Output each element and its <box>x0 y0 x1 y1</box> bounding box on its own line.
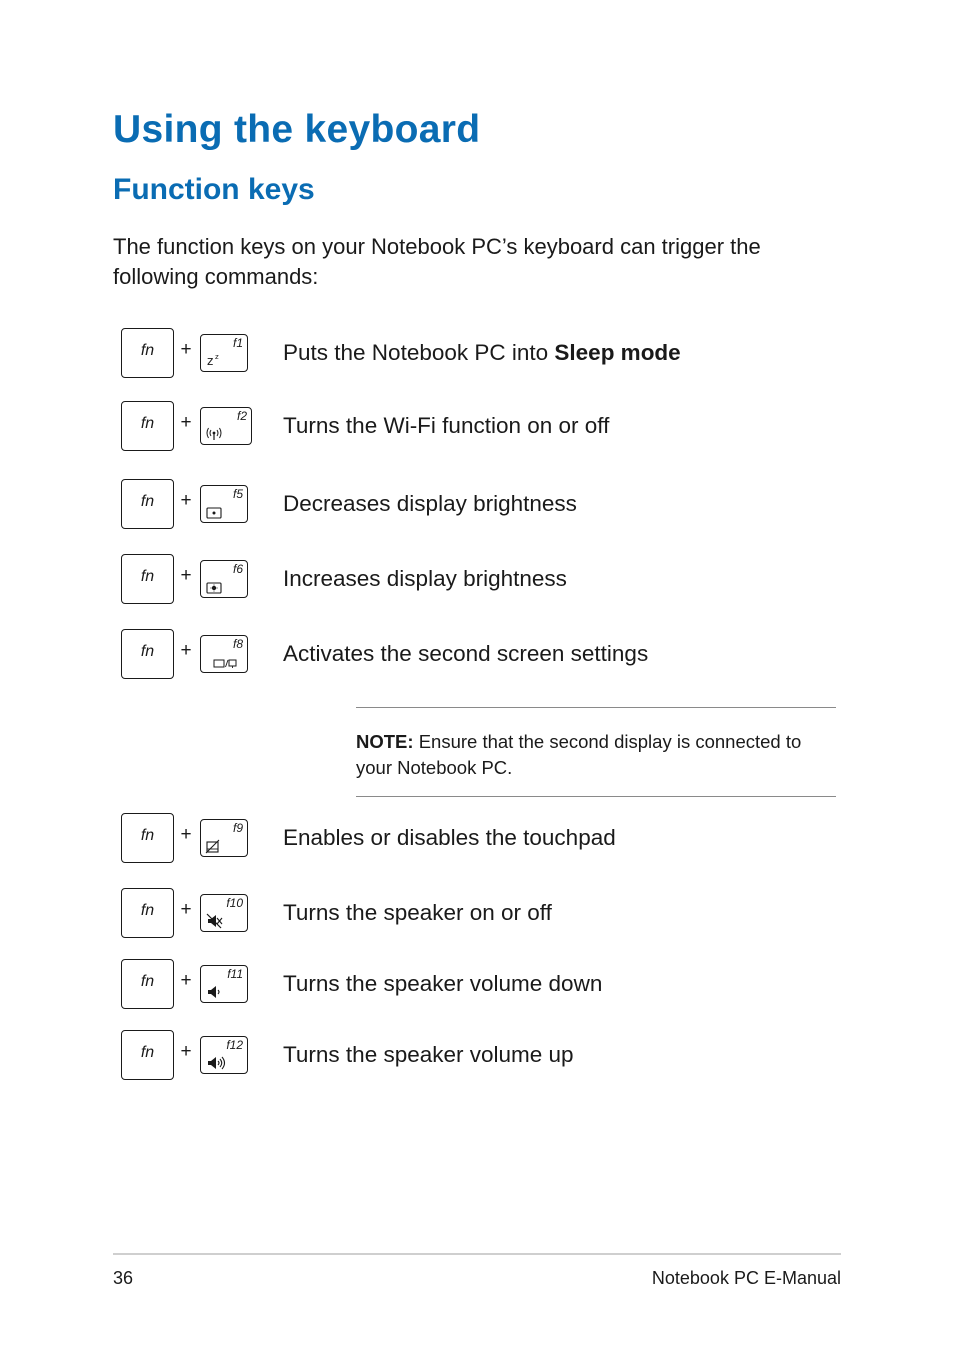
section-heading: Function keys <box>113 173 315 206</box>
function-key-row <box>0 554 954 608</box>
f2-key-label: f2 <box>236 409 247 423</box>
fn-key <box>121 888 174 938</box>
plus-sign: + <box>180 490 192 511</box>
f6-key-label: f6 <box>232 562 243 576</box>
plus-sign: + <box>180 565 192 586</box>
fn-key-label: fn <box>140 568 155 585</box>
function-key-row <box>0 1030 954 1084</box>
f5-description: Decreases display brightness <box>283 491 577 516</box>
f12-key <box>200 1036 248 1074</box>
plus-sign: + <box>180 339 192 360</box>
fn-key-label: fn <box>140 827 155 844</box>
manual-name: Notebook PC E-Manual <box>651 1268 841 1288</box>
fn-key <box>121 401 174 451</box>
f8-description: Activates the second screen settings <box>283 641 649 666</box>
function-key-row <box>0 813 954 867</box>
fn-key-label: fn <box>140 342 155 359</box>
f6-description: Increases display brightness <box>283 566 567 591</box>
function-key-row <box>0 479 954 533</box>
f12-key-label: f12 <box>226 1038 243 1052</box>
sleep-mode-emphasis: Sleep mode <box>554 340 681 365</box>
fn-key <box>121 629 174 679</box>
plus-sign: + <box>180 1041 192 1062</box>
volume-up-icon <box>204 1051 230 1071</box>
f9-key <box>200 819 248 857</box>
fn-key <box>121 554 174 604</box>
note-box <box>356 729 836 781</box>
f10-key <box>200 894 248 932</box>
plus-sign: + <box>180 824 192 845</box>
f6-key <box>200 560 248 598</box>
f10-key-label: f10 <box>226 896 243 910</box>
brightness-down-icon <box>204 500 230 520</box>
fn-key-label: fn <box>140 493 155 510</box>
touchpad-icon <box>204 834 230 854</box>
note-label: NOTE: <box>356 731 414 752</box>
f11-description: Turns the speaker volume down <box>283 971 603 996</box>
function-key-row <box>0 888 954 942</box>
f8-key <box>200 635 248 673</box>
speaker-mute-icon <box>204 909 230 929</box>
f5-key <box>200 485 248 523</box>
f11-key-label: f11 <box>227 967 243 981</box>
f12-description: Turns the speaker volume up <box>283 1042 574 1067</box>
fn-key <box>121 479 174 529</box>
svg-text:z: z <box>207 354 214 368</box>
function-key-row <box>0 629 954 683</box>
fn-key-label: fn <box>140 1044 155 1061</box>
fn-key-label: fn <box>140 415 155 432</box>
f1-key-label: f1 <box>232 336 243 350</box>
plus-sign: + <box>180 899 192 920</box>
f5-key-label: f5 <box>232 487 243 501</box>
svg-text:z: z <box>215 353 219 361</box>
f2-description: Turns the Wi-Fi function on or off <box>283 413 610 438</box>
fn-key <box>121 1030 174 1080</box>
function-key-row <box>0 328 954 382</box>
fn-key-label: fn <box>140 643 155 660</box>
fn-key <box>121 813 174 863</box>
fn-key <box>121 328 174 378</box>
page-number: 36 <box>113 1268 134 1288</box>
f10-description: Turns the speaker on or off <box>283 900 552 925</box>
plus-sign: + <box>180 412 192 433</box>
f1-key <box>200 334 248 372</box>
second-screen-icon <box>204 650 244 670</box>
note-text: Ensure that the second display is connected to your Notebook PC. <box>356 731 802 778</box>
plus-sign: + <box>180 970 192 991</box>
f2-key <box>200 407 252 445</box>
page-title: Using the keyboard <box>113 108 481 151</box>
intro-paragraph: The function keys on your Notebook PC’s keyboard can trigger the following commands: <box>113 234 761 289</box>
plus-sign: + <box>180 640 192 661</box>
footer-divider <box>113 1253 841 1255</box>
note-top-divider <box>356 707 836 708</box>
fn-key-label: fn <box>140 973 155 990</box>
wifi-icon <box>204 422 230 442</box>
f1-description: Puts the Notebook PC into Sleep mode <box>283 340 681 365</box>
function-key-row <box>0 401 954 455</box>
f11-key <box>200 965 248 1003</box>
function-key-row <box>0 959 954 1013</box>
f9-description: Enables or disables the touchpad <box>283 825 616 850</box>
brightness-up-icon <box>204 575 230 595</box>
f9-key-label: f9 <box>232 821 243 835</box>
fn-key-label: fn <box>140 902 155 919</box>
sleep-icon <box>204 349 230 369</box>
note-bottom-divider <box>356 796 836 797</box>
fn-key <box>121 959 174 1009</box>
volume-down-icon <box>204 980 230 1000</box>
f8-key-label: f8 <box>232 637 243 651</box>
